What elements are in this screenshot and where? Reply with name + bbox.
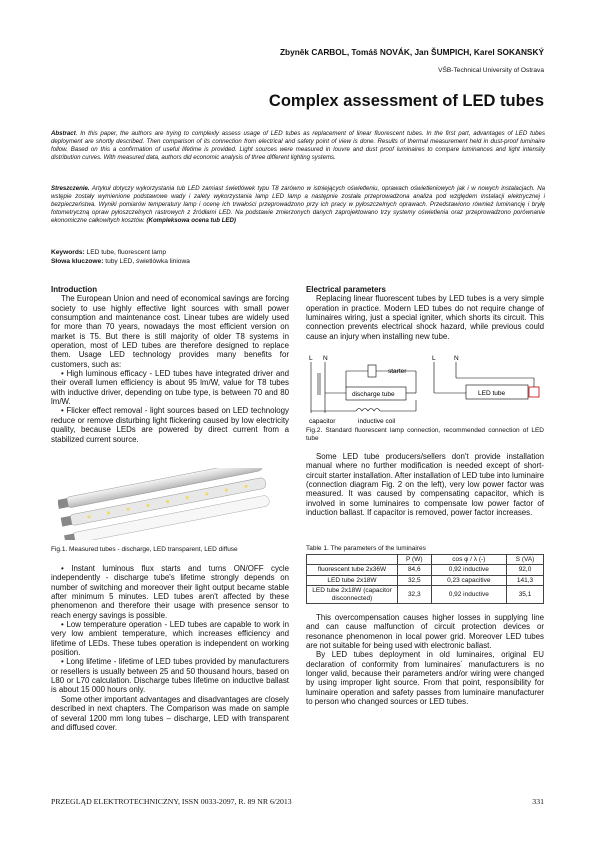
keywords-text: LED tube, fluorescent lamp <box>84 249 167 256</box>
keywords-pl-text: tuby LED, świetlówka liniowa <box>103 257 190 265</box>
tubes-photo <box>58 468 278 540</box>
abstract-text: . In this paper, the authors are trying to complexly assess usage of LED tubes as replacement of linear fluorescent tubes. In the first part, advantages of LED tubes deployment are shortly described. Then comparison of its connection from electrical and safety point of view is done. Results of thermal measurement held in dust-proof luminaire follow. Based on this a confirmation of useful lifetime is provided. Light sources were measured in louvre and dust proof luminaires to compare luminances and light intensity distribution curves. With measured data, authors did economic analysis of three different lighting systems. <box>51 130 545 161</box>
electrical-paragraph-2: Some LED tube producers/sellers don't provide installation manual where no further modification is needed except of short-circuit starter installation. After installation of LED tube into luminaire (connection diagram Fig. 2 on the left), very low power factor was measured. It was caused by compensating capacitor, which is involved in some luminaires to compensate low power factor of induction ballast. If capacitor is removed, power factor increases. <box>306 452 544 518</box>
streszczenie <box>51 185 545 225</box>
table-cell: 35,1 <box>507 586 544 604</box>
diagram-discharge-label: discharge tube <box>352 391 395 398</box>
luminaire-parameters-table <box>306 554 544 604</box>
electrical-closing <box>306 613 544 706</box>
table-cell: 0,92 inductive <box>431 565 506 575</box>
journal-footer: PRZEGLĄD ELEKTROTECHNICZNY, ISSN 0033-2097, R. 89 NR 6/2013 <box>51 797 292 806</box>
table-1-caption: Table 1. The parameters of the luminaires <box>306 545 426 552</box>
table-header: cos φ / λ (-) <box>431 555 506 565</box>
streszczenie-label: Streszczenie. <box>51 185 90 192</box>
table-header: P (W) <box>398 555 432 565</box>
diagram-label-n2: N <box>454 355 459 362</box>
table-row <box>307 565 544 575</box>
introduction-continued <box>51 564 289 732</box>
diagram-label-l2: L <box>432 355 436 362</box>
table-cell: 32,3 <box>398 586 432 604</box>
table-cell: fluorescent tube 2x36W <box>307 565 398 575</box>
table-cell: LED tube 2x18W (capacitor disconnected) <box>307 586 398 604</box>
table-cell: LED tube 2x18W <box>307 575 398 585</box>
bullet-efficacy: • High luminous efficacy - LED tubes have integrated driver and their overall lumen efficiency is about 95 lm/W, value for T8 tubes with inductive driver, depending on tube type, is between 70 and 80 lm/W. <box>51 369 289 407</box>
authors: Zbyněk CARBOL, Tomáš NOVÁK, Jan ŠUMPICH, Karel SOKANSKÝ <box>279 47 544 57</box>
abstract-label: Abstract <box>51 130 76 137</box>
diagram-coil-label: inductive coil <box>358 418 396 425</box>
bullet-long-lifetime: • Long lifetime - lifetime of LED tubes provided by manufacturers or resellers is usually between 25 and 50 thousand hours, based on L80 or L70 calculation. Discharge tubes lifetime on inductive ballast is about 15 000 hours only. <box>51 657 289 695</box>
table-cell: 92,0 <box>507 565 544 575</box>
table-cell: 32,5 <box>398 575 432 585</box>
electrical-section <box>306 285 544 341</box>
abstract <box>51 130 545 162</box>
electrical-paragraph-3: This overcompensation causes higher losses in supplying line and can cause malfunction of circuit protection devices or resonance phenomenon in local power grid. Moreover LED tubes are not suitable for being used with electronic ballast. <box>306 613 544 651</box>
streszczenie-title: (Kompleksowa ocena tub LED) <box>144 216 236 224</box>
table-header <box>307 555 398 565</box>
keywords-label: Keywords: <box>51 249 85 256</box>
paper-title: Complex assessment of LED tubes <box>268 92 544 110</box>
figure-1-caption: Fig.1. Measured tubes - discharge, LED transparent, LED diffuse <box>51 546 238 553</box>
introduction-section <box>51 285 289 444</box>
diagram-led-label: LED tube <box>478 390 506 397</box>
electrical-paragraph-1: Replacing linear fluorescent tubes by LED tubes is a very simple operation in practice. Modern LED tubes do not require change of luminaires wiring, just a special igniter, which shorts its circuit. This connection prevents electrical shock hazard, while previous could cause an injury when installing new tube. <box>306 294 544 341</box>
keywords-pl-label: Słowa kluczowe: <box>51 257 104 265</box>
table-header-row <box>307 555 544 565</box>
diagram-starter-label: starter <box>388 368 407 375</box>
table-cell: 0,23 capacitive <box>431 575 506 585</box>
electrical-continued <box>306 452 544 517</box>
electrical-paragraph-4: By LED tubes deployment in old luminaires, original EU declaration of conformity from luminaires´ manufacturers is no longer valid, because their parameters and/or wiring were changed by using improper light source. From that point, responsibility for luminaire operation and safety passes from luminaire manufacturer to person who changed sources or LED tubes. <box>306 650 544 707</box>
connection-diagram <box>306 353 544 425</box>
inductive-coil-symbol <box>356 409 380 412</box>
table-row <box>307 575 544 585</box>
table-cell: 84,6 <box>398 565 432 575</box>
introduction-heading: Introduction <box>51 285 98 294</box>
diagram-capacitor-label: capacitor <box>309 418 336 425</box>
table-row <box>307 586 544 604</box>
table-header: S (VA) <box>507 555 544 565</box>
streszczenie-text: Artykuł dotyczy wykorzystania tub LED zamiast świetlówek typu T8 zarówno w istniejących oświetleniu, oprawach oświetleniowych jak i w nowych instalacjach. Na wstępie zostały wymienione podstawowe wady i zalety wykorzystania lamp LED lamp a następnie została przeprowadzona analiza pod względem instalacji elektrycznej i bezpieczeństwa. Wyniki pomiarów temperatury lamp i ocenę ich trwałości przeprowadzono przy ich pracy w pyłoszczelnych oprawach. Przedstawiono również luminancję i bryłę fotometryczną opraw pyłoszczelnych rastrowych z źródłami LED. Na podstawie zmierzonych danych zaprojektowano trzy systemy oświetlenia oraz przeprowadzono porównanie ekonomiczne całkowitych kosztów. <box>51 185 545 224</box>
bullet-flicker: • Flicker effect removal - light sources based on LED technology reduce or remove disturbing light flickering caused by low electricity quality, because LEDs are powered by direct current from a stabilized current source. <box>51 406 289 444</box>
bullet-low-temperature: • Low temperature operation - LED tubes are capable to work in very low ambient temperature, which increases efficiency and lifetime of LEDs. These tubes operation is independent on working position. <box>51 620 289 658</box>
page-number: 331 <box>532 797 544 806</box>
figure-2-caption: Fig.2. Standard fluorescent lamp connection, recommended connection of LED tube <box>306 427 544 442</box>
keywords <box>51 249 190 266</box>
table-cell: 0,92 inductive <box>431 586 506 604</box>
diagram-label-l: L <box>309 355 313 362</box>
affiliation: VŠB-Technical University of Ostrava <box>438 67 544 74</box>
intro-paragraph: The European Union and need of economical savings are forcing society to use highly effective light sources with small power consumption and maintenance cost. Linear tubes are widely used for more than 70 years, nowadays the most efficient version on market is T5. But there is still majority of older T8 systems in operation, most of LED tubes are therefore designed to replace them. Usage LED technology provides many benefits for customers, such as: <box>51 294 289 369</box>
intro-closing-paragraph: Some other important advantages and disadvantages are closely described in next chapters. The Comparison was made on sample of several 1200 mm long tubes – discharge, LED with transparent and diffused cover. <box>51 694 289 732</box>
bullet-instant-start: • Instant luminous flux starts and turns ON/OFF cycle independently - discharge tube's lifetime strongly depends on number of switching and moreover their light output became stable after minimum 5 minutes. LED tubes aren't affected by these phenomenon and therefore their usage with presence sensor to reach energy savings is possible. <box>51 564 289 620</box>
electrical-heading: Electrical parameters <box>306 285 386 294</box>
table-cell: 141,3 <box>507 575 544 585</box>
diagram-label-n: N <box>323 355 328 362</box>
